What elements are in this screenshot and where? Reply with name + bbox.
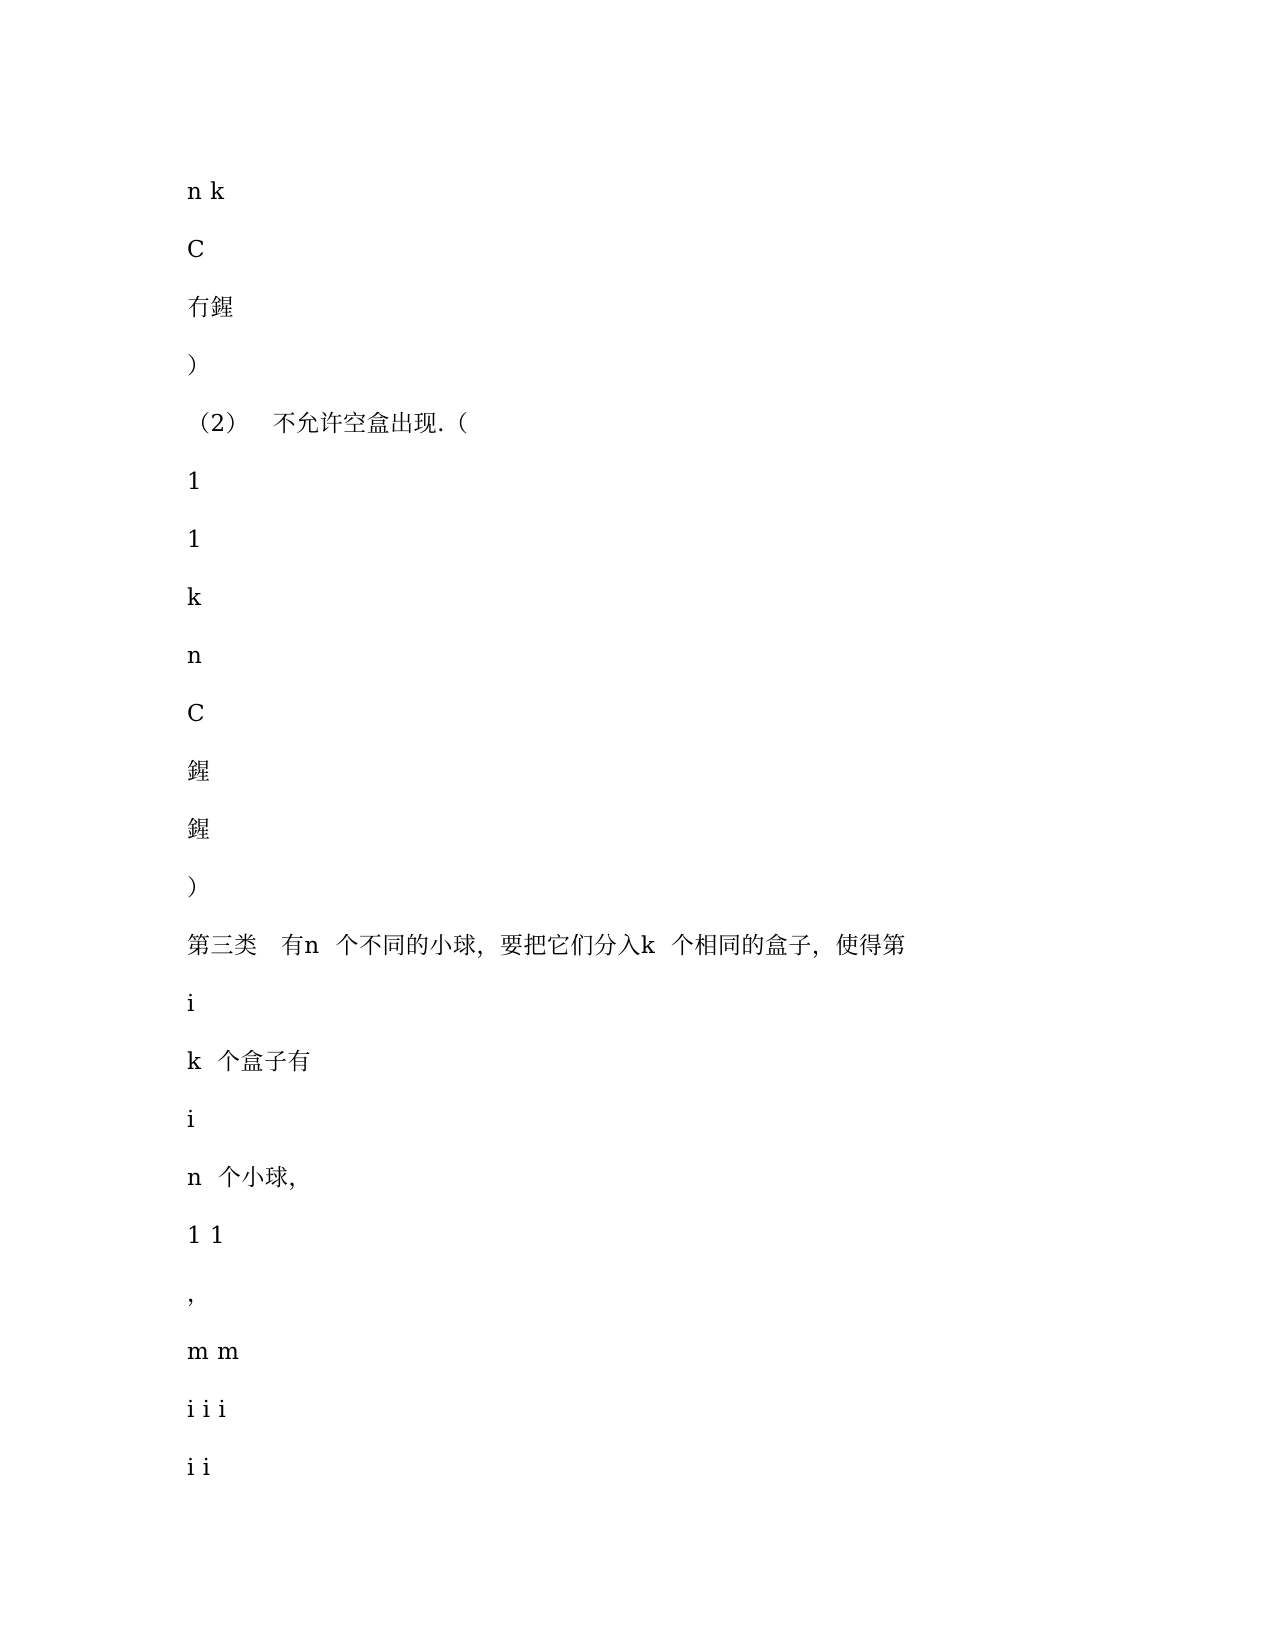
text-line: 第三类 有n 个不同的小球，要把它们分入k 个相同的盒子，使得第 xyxy=(187,933,906,959)
text-line: C xyxy=(187,237,206,263)
text-line: k xyxy=(187,585,202,611)
text-line: ） xyxy=(187,353,211,379)
text-line: 鍟 xyxy=(187,817,211,843)
text-line: n 个小球， xyxy=(187,1165,312,1191)
text-line: k 个盒子有 xyxy=(187,1049,312,1075)
text-line: i xyxy=(187,1107,195,1133)
text-line: 冇鍟 xyxy=(187,295,234,321)
text-line: C xyxy=(187,701,206,727)
text-line: ， xyxy=(187,1281,211,1307)
text-line: 1 1 xyxy=(187,1223,226,1249)
text-line: i i xyxy=(187,1455,211,1481)
text-line: ） xyxy=(187,875,211,901)
text-line: 1 xyxy=(187,469,203,495)
text-line: n xyxy=(187,643,203,669)
text-line: （2） 不允许空盒出现.（ xyxy=(187,411,469,437)
text-line: i xyxy=(187,991,195,1017)
text-line: n k xyxy=(187,179,225,205)
text-line: 鍟 xyxy=(187,759,211,785)
text-line: 1 xyxy=(187,527,203,553)
text-line: i i i xyxy=(187,1397,227,1423)
text-line: m m xyxy=(187,1339,240,1365)
